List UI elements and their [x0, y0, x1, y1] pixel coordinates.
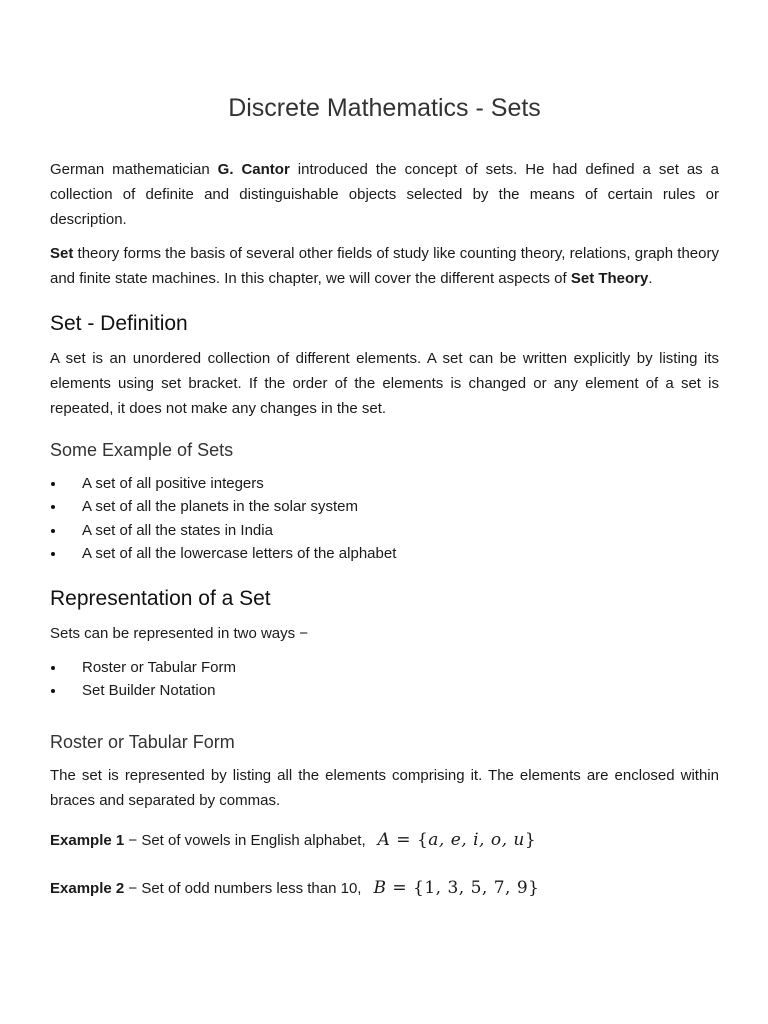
representation-intro: Sets can be represented in two ways − — [50, 625, 309, 642]
intro-paragraph-2 — [50, 241, 719, 291]
roster-heading: Roster or Tabular Form — [50, 732, 235, 752]
list-item: A set of all the states in India — [50, 519, 719, 542]
intro-p1-before: German mathematician — [50, 161, 218, 178]
example-2-close: } — [528, 878, 540, 898]
list-item: Set Builder Notation — [50, 679, 719, 702]
example-1-formula — [378, 830, 537, 850]
list-item: A set of all the planets in the solar system — [50, 495, 719, 518]
definition-heading: Set - Definition — [50, 312, 188, 335]
examples-list — [50, 472, 719, 565]
intro-p2-middle: theory forms the basis of several other fields of study like counting theory, relations, graph theory and finite state machines. In this chapter, we will cover the different aspects of — [50, 245, 719, 287]
list-item: A set of all the lowercase letters of the alphabet — [50, 542, 719, 565]
page-title: Discrete Mathematics - Sets — [228, 94, 541, 122]
example-2-eq: = { — [386, 878, 425, 898]
intro-p2-bold2: Set Theory — [570, 270, 649, 287]
example-2-formula — [373, 878, 539, 898]
intro-p1-bold: G. Cantor — [217, 161, 290, 178]
representation-heading: Representation of a Set — [50, 587, 271, 610]
list-item: A set of all positive integers — [50, 472, 719, 495]
roster-text: The set is represented by listing all the elements comprising it. The elements are enclosed within braces and separated by commas. — [50, 767, 719, 809]
example-1-eq: = { — [390, 830, 429, 850]
example-1-text: − Set of vowels in English alphabet, — [124, 832, 366, 849]
example-1-label: Example 1 — [50, 832, 125, 849]
intro-p2-end: . — [648, 270, 653, 287]
example-2-elements: 1, 3, 5, 7, 9 — [424, 878, 529, 898]
intro-p2-bold1: Set — [50, 245, 74, 262]
example-2-label: Example 2 — [50, 880, 125, 897]
example-1-elements: a, e, i, o, u — [428, 830, 525, 850]
example-1-var: A — [377, 830, 391, 850]
intro-paragraph-1 — [50, 157, 719, 232]
representation-list — [50, 656, 719, 703]
example-1-close: } — [524, 830, 537, 850]
example-2 — [50, 876, 719, 901]
example-2-text: − Set of odd numbers less than 10, — [124, 880, 362, 897]
list-item: Roster or Tabular Form — [50, 656, 719, 679]
example-1 — [50, 828, 719, 853]
intro-p1-after: introduced the concept of sets. He had defined a set as a collection of definite and distinguishable objects selected by the means of certain rules or description. — [50, 161, 719, 228]
example-2-var: B — [373, 878, 387, 898]
examples-heading: Some Example of Sets — [50, 440, 234, 460]
definition-text: A set is an unordered collection of different elements. A set can be written explicitly by listing its elements using set bracket. If the order of the elements is changed or any element of a set is repeated, it does not make any changes in the set. — [50, 350, 719, 417]
